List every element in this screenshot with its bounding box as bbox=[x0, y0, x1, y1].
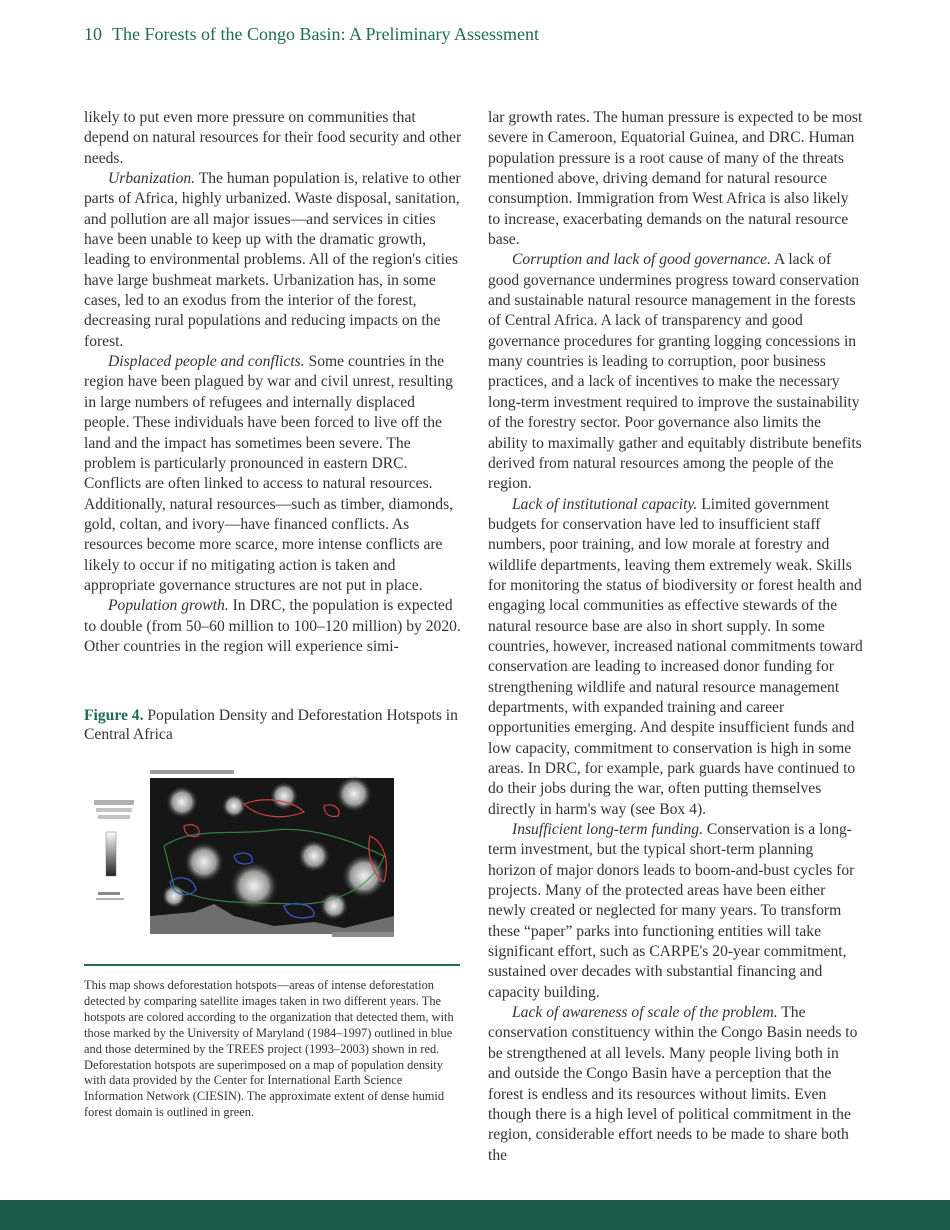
running-title: The Forests of the Congo Basin: A Preliminary Assessment bbox=[112, 24, 539, 44]
paragraph-body: The human population is, relative to other parts of Africa, highly urbanized. Waste disposal, sanitation, and pollution are all major issues—and services in cities have been unable to keep up with the dramatic growth, leading to environmental problems. All of the region's cities have large bushmeat markets. Urbanization has, in some cases, led to an exodus from the interior of the forest, decreasing rural populations and reducing impacts on the forest. bbox=[84, 170, 461, 350]
figure-divider bbox=[84, 964, 460, 966]
paragraph bbox=[488, 250, 864, 494]
paragraph-heading: Lack of awareness of scale of the problem. bbox=[512, 1004, 778, 1022]
footer-band bbox=[0, 1200, 950, 1230]
figure-map bbox=[84, 766, 404, 944]
running-head bbox=[84, 24, 539, 45]
figure-title bbox=[84, 706, 462, 744]
paragraph-body: Some countries in the region have been plagued by war and civil unrest, resulting in large numbers of refugees and internally displaced people. These individuals have been forced to live off the land and the impact has sometimes been severe. The problem is particularly pronounced in eastern DRC. Conflicts are often linked to access to natural resources. Additionally, natural resources—such as timber, diamonds, gold, coltan, and ivory—have financed conflicts. As resources become more scarce, more intense conflicts are likely to occur if no mitigating action is taken and appropriate governance structures are not put in place. bbox=[84, 353, 454, 594]
paragraph-body: The conservation constituency within the Congo Basin needs to be strengthened at all levels. Many people living both in and outside the Congo Basin have a perception that the forest is endless and its resources without limits. Even though there is a high level of political commitment in the region, considerable effort needs to be made to share both the bbox=[488, 1004, 858, 1164]
right-column bbox=[488, 108, 864, 1166]
paragraph bbox=[84, 596, 462, 657]
paragraph-body: A lack of good governance undermines progress toward conservation and sustainable natural resource management in the forests of Central Africa. A lack of transparency and good governance procedures for granting logging concessions in many countries is leading to corruption, poor business practices, and a lack of incentives to make the necessary long-term investment required to improve the sustainability of the forestry sector. Poor governance also limits the ability to maximally gather and equitably distribute benefits derived from natural resources among the people of the region. bbox=[488, 251, 862, 493]
left-column bbox=[84, 108, 462, 657]
paragraph-heading: Population growth. bbox=[108, 597, 229, 615]
paragraph-heading: Lack of institutional capacity. bbox=[512, 495, 698, 513]
paragraph-heading: Displaced people and conflicts. bbox=[108, 353, 305, 371]
paragraph-heading: Urbanization. bbox=[108, 170, 196, 188]
paragraph: lar growth rates. The human pressure is expected to be most severe in Cameroon, Equatorial Guinea, and DRC. Human population pressure is a root cause of many of the threats mentioned above, driving demand for natural resource consumption. Immigration from West Africa is also likely to increase, exacerbating demands on the natural resource base. bbox=[488, 109, 863, 249]
paragraph bbox=[488, 1003, 864, 1166]
map-legend bbox=[94, 800, 134, 899]
paragraph: likely to put even more pressure on communities that depend on natural resources for their food security and other needs. bbox=[84, 109, 462, 167]
paragraph-body: Conservation is a long-term investment, but the typical short-term planning horizon of major donors leads to boom-and-bust cycles for projects. Many of the protected areas have been either newly created or neglected for many years. To transform these “paper” parks into functioning entities will take significant effort, such as CARPE's 20-year commitment, sustained over decades with substantial financing and capacity building. bbox=[488, 821, 855, 1001]
figure-label: Figure 4. bbox=[84, 707, 144, 724]
map-body bbox=[150, 770, 394, 937]
paragraph bbox=[488, 820, 864, 1003]
paragraph-body: Limited government budgets for conservation have led to insufficient staff numbers, poor training, and low morale at forestry and wildlife departments, leaving them extremely weak. Skills for monitoring the status of biodiversity or forest health and engaging local communities as effective stewards of the natural resource base are also in short supply. In some countries, however, increased national commitments toward conservation are leading to increased donor funding for strengthening wildlife and natural resource management departments, with expanded training and career opportunities emerging. And despite insufficient funds and low capacity, commitment to conservation is high in some areas. In DRC, for example, park guards have continued to do their jobs during the war, often putting themselves directly in harm's way (see Box 4). bbox=[488, 495, 863, 818]
figure-caption: This map shows deforestation hotspots—areas of intense deforestation detected by comparing satellite images taken in two different years. The hotspots are colored according to the organization that detected them, with those marked by the University of Maryland (1984–1997) outlined in blue and those determined by the TREES project (1993–2003) shown in red. Deforestation hotspots are superimposed on a map of population density with data provided by the Center for International Earth Science Information Network (CIESIN). The approximate extent of dense humid forest domain is outlined in green. bbox=[84, 978, 454, 1120]
paragraph bbox=[488, 495, 864, 821]
figure-title-text: Population Density and Deforestation Hotspots in Central Africa bbox=[84, 707, 458, 743]
page-number: 10 bbox=[84, 24, 102, 44]
population-density-map bbox=[84, 766, 404, 944]
paragraph bbox=[84, 169, 462, 352]
paragraph bbox=[84, 352, 462, 596]
paragraph-body: In DRC, the population is expected to double (from 50–60 million to 100–120 million) by 2020. Other countries in the region will experience simi- bbox=[84, 597, 461, 655]
paragraph-heading: Insufficient long-term funding. bbox=[512, 821, 704, 839]
paragraph-heading: Corruption and lack of good governance. bbox=[512, 251, 771, 269]
